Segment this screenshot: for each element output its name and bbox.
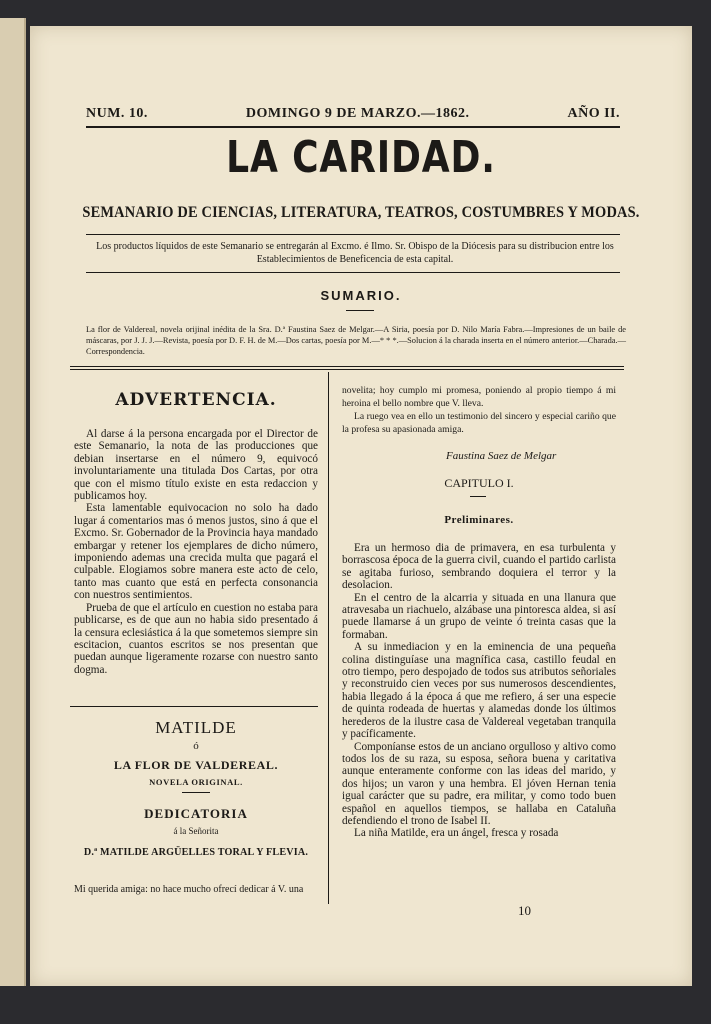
dedicatee-name: D.ª MATILDE ARGÜELLES TORAL Y FLEVIA. [83, 846, 309, 858]
dedication-to: á la Señorita [173, 826, 219, 836]
letter-start: Mi querida amiga: no hace mucho ofrecí dedicar á V. una [74, 884, 304, 895]
advertencia-paragraph: Al darse á la persona encargada por el Director de este Semanario, la nota de las producciones que debian insertarse en el número 9, equivocó involuntariamente una titulada Dos Cartas, por otra que con el mismo título existe en esta redaccion y publicamos hoy. [74, 428, 318, 503]
masthead-rule [86, 126, 620, 128]
novel-type: NOVELA ORIGINAL. [149, 777, 243, 787]
chapter-paragraph: A su inmediacion y en la eminencia de una pequeña colina distinguíase una magnífica casa, castillo feudal en otro tiempo, pero despojado de todos sus atributos señoriales y reconstruido cien veces por sus numerosos descendientes, habia llegado á la época á que me refiero, á ser una especie de quinta rodeada de huertas y alamedas donde los últimos herederos de la ilustre casa de Valdereal vegetaban tranquila y pacíficamente. [342, 641, 616, 741]
letter-continuation [342, 384, 616, 436]
letter-paragraph: La ruego vea en ello un testimonio del sincero y especial cariño que la profesa su apasionada amiga. [342, 411, 616, 435]
sumario-text: La flor de Valdereal, novela orijinal inédita de la Sra. D.ª Faustina Saez de Melgar.—A Siria, poesía por D. Nilo María Fabra.—Impresiones de un baile de máscaras, por J. J. J.—Revista, poesía por D. F. H. de M.—Dos cartas, poesía por M.—* * *.—Solucion á la charada inserta en el número anterior.—Charada.—Correspondencia. [86, 325, 626, 356]
newspaper-subtitle: SEMANARIO DE CIENCIAS, LITERATURA, TEATROS, COSTUMBRES Y MODAS. [82, 204, 640, 221]
issue-number: NUM. 10. [86, 106, 148, 121]
novel-conjunction: ó [193, 740, 199, 752]
chapter-paragraph: Componíanse estos de un anciano orgulloso y altivo como todos los de su raza, su esposa, señora buena y caritativa aunque enteramente conforme con las ideas del marido, y dos hijos; un varon y una hembra. El jóven Hernan tenia igual carácter que su padre, era militar, y como todo buen español en aquellos tiempos, se hallaba en Cataluña defendiendo el trono de Isabel II. [342, 740, 616, 827]
novel-dash [182, 792, 210, 793]
letter-paragraph: novelita; hoy cumplo mi promesa, poniendo al propio tiempo á mi heroina el bello nombre que V. lleva. [342, 385, 616, 409]
newspaper-title: LA CARIDAD. [226, 132, 496, 183]
masthead-info-bar [86, 106, 620, 122]
page-number: 10 [518, 903, 531, 918]
issue-date: DOMINGO 9 DE MARZO.—1862. [245, 106, 470, 121]
issue-year: AÑO II. [567, 106, 620, 121]
sumario-dash [346, 310, 374, 311]
chapter-paragraph: La niña Matilde, era un ángel, fresca y rosada [354, 827, 559, 840]
section-rule-bottom [70, 369, 624, 370]
chapter-title: Preliminares. [444, 514, 514, 526]
dedication-heading: DEDICATORIA [144, 806, 248, 821]
previous-page-edge [0, 18, 26, 986]
advertencia-paragraph: Prueba de que el artículo en cuestion no estaba para publicarse, es de que aun no habia sido presentado á la censura eclesiástica á la que sometemos siempre sin escitacion, cuantos escritos se nos presentan que puedan aunque ligeramente rozarse con nuestro santo dogma. [74, 601, 318, 676]
section-rule-top [70, 366, 624, 367]
novel-title: MATILDE [155, 718, 237, 737]
novel-subtitle: LA FLOR DE VALDEREAL. [113, 758, 279, 772]
notice-top-rule [86, 234, 620, 235]
distribution-notice: Los productos líquidos de este Semanario se entregarán al Excmo. é Ilmo. Sr. Obispo de la Diócesis para su distribucion entre los Establecimientos de Beneficencia de esta capital. [96, 241, 614, 265]
newspaper-page [30, 26, 692, 986]
column-divider [328, 372, 329, 904]
advertencia-body [74, 428, 318, 676]
advertencia-paragraph: Esta lamentable equivocacion no solo ha dado lugar á comentarios mas ó menos justos, sino á que el Excmo. Sr. Gobernador de la Provincia haya mandado embargar y retener los ejemplares de dicho número, imponiendo ademas una crecida multa que pagará el culpable. Elogiamos sobre manera este acto de celo, tanto mas cuanto que está en perfecta consonancia con nuestros sentimientos. [74, 502, 318, 602]
chapter-paragraph: En el centro de la alcarria y situada en una llanura que atravesaba un riachuelo, alzábase una pintoresca aldea, si así puede llamarse á un grupo de veinte ó treinta casas que la formaban. [342, 591, 616, 641]
notice-bottom-rule [86, 272, 620, 273]
novel-section-rule [70, 706, 318, 707]
sumario-heading: SUMARIO. [320, 288, 402, 303]
chapter-dash [470, 496, 486, 497]
chapter-number: CAPITULO I. [444, 476, 514, 490]
chapter-paragraph: Era un hermoso dia de primavera, en esa turbulenta y borrascosa época de la guerra civil, cuando el partido carlista se agitaba furioso, sembrando doquiera el terror y la desolacion. [342, 542, 616, 592]
letter-signature: Faustina Saez de Melgar [446, 450, 557, 462]
chapter-body [342, 542, 616, 840]
advertencia-heading: ADVERTENCIA. [115, 390, 277, 410]
